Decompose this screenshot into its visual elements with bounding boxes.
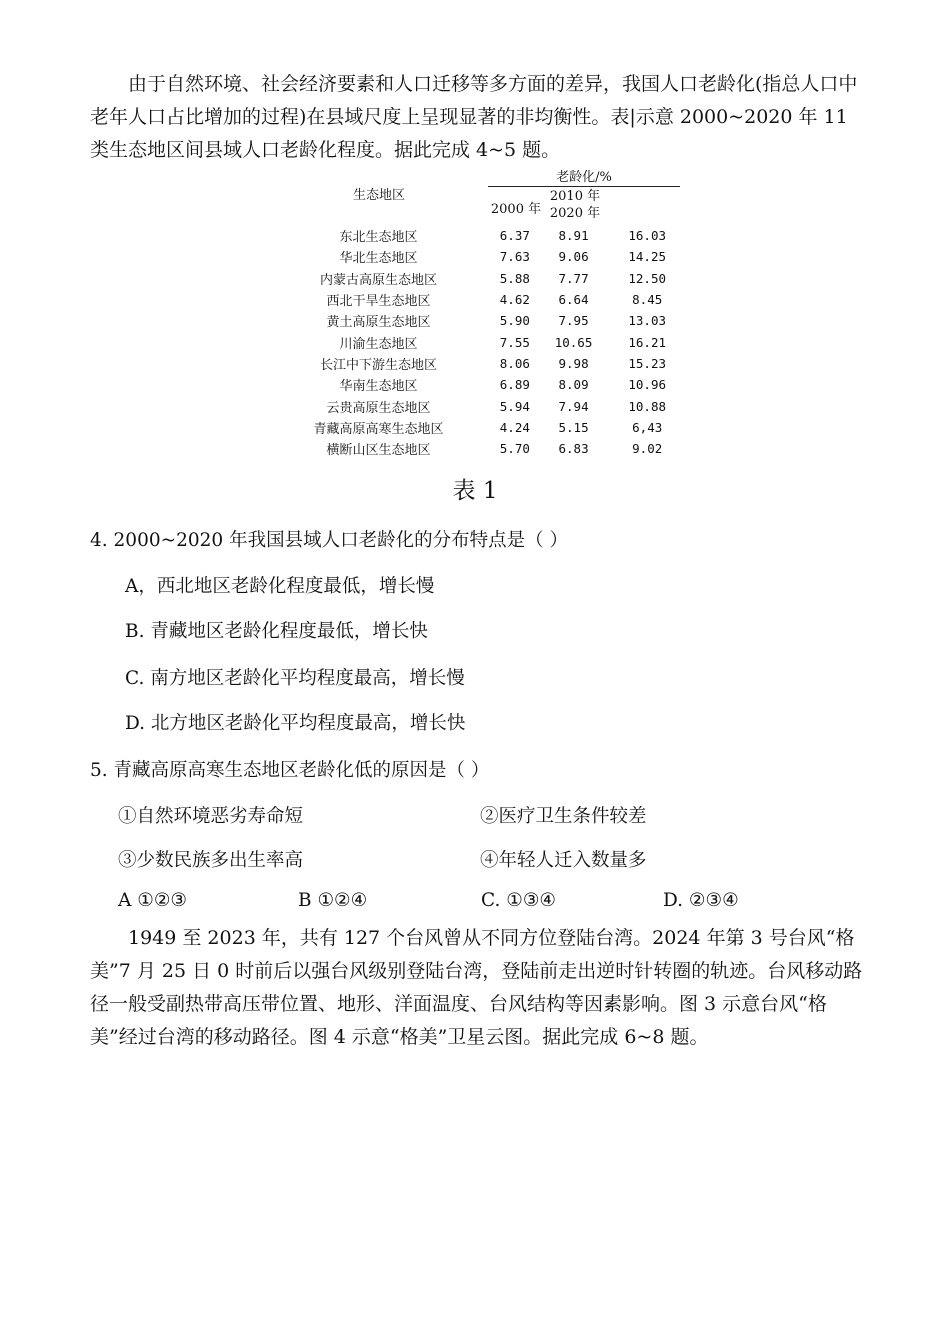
- value-2000: 6.37: [499, 228, 530, 244]
- question-5-statement-3: ③少数民族多出生率高: [118, 850, 304, 871]
- typhoon-paragraph: 1949 至 2023 年，共有 127 个台风曾从不同方位登陆台湾。2024 年第 3 号台风“格美”7 月 25 日 0 时前后以强台风级别登陆台湾，登陆前走出逆时针转圈的轨迹。台风移动路径一般受副热带高压带位置、地形、洋面温度、台风结构等因素影响。图 3 示意台风“格美”经过台湾的移动路径。图 4 示意“格美”卫星云图。据此完成 6~8 题。: [90, 927, 863, 1048]
- region-name: 云贵高原生态地区: [326, 400, 431, 416]
- value-2020: 10.96: [628, 377, 667, 393]
- value-2010: 9.98: [558, 355, 589, 371]
- question-5-stem: 5. 青藏高原高寒生态地区老龄化低的原因是（ ）: [90, 760, 490, 781]
- question-4-option-d: D. 北方地区老龄化平均程度最高，增长快: [125, 713, 466, 734]
- value-2000: 8.06: [499, 355, 530, 371]
- value-2020: 16.03: [628, 228, 667, 244]
- region-name: 横断山区生态地区: [326, 443, 431, 459]
- region-name: 华南生态地区: [339, 379, 418, 395]
- region-name: 华北生态地区: [339, 251, 418, 267]
- value-2000: 5.88: [499, 270, 530, 286]
- table-row: [270, 353, 690, 374]
- region-name: 青藏高原高寒生态地区: [313, 421, 444, 437]
- value-2010: 7.77: [558, 270, 589, 286]
- table-row: [270, 268, 690, 289]
- value-2010: 7.95: [558, 313, 589, 329]
- table-row: [270, 438, 690, 459]
- table-row: [270, 374, 690, 395]
- value-2020: 6,43: [632, 419, 663, 435]
- table-row: [270, 331, 690, 352]
- table-row: [270, 417, 690, 438]
- question-5-choice-b: B ①②④: [298, 890, 368, 911]
- question-5-choice-d: D. ②③④: [663, 890, 739, 911]
- value-2010: 10.65: [554, 334, 593, 350]
- value-2010: 6.64: [558, 292, 589, 308]
- value-2020: 9.02: [632, 441, 663, 457]
- value-2020: 8.45: [632, 292, 663, 308]
- value-2000: 5.70: [499, 441, 530, 457]
- question-5-choice-c: C. ①③④: [481, 890, 557, 911]
- table-header-rule: [488, 186, 680, 187]
- value-2020: 14.25: [628, 249, 667, 265]
- value-2010: 9.06: [558, 249, 589, 265]
- question-4-option-c: C. 南方地区老龄化平均程度最高，增长慢: [125, 668, 465, 689]
- question-5-statement-4: ④年轻人迁入数量多: [480, 850, 647, 871]
- region-name: 西北干旱生态地区: [326, 294, 431, 310]
- value-2010: 8.91: [558, 228, 589, 244]
- question-5-choice-a: A ①②③: [118, 890, 187, 911]
- value-2020: 10.88: [628, 398, 667, 414]
- value-2020: 15.23: [628, 355, 667, 371]
- table-header-region: 生态地区: [352, 188, 405, 203]
- question-5-statement-2: ②医疗卫生条件较差: [480, 806, 647, 827]
- table-header-2010: 2010 年: [549, 189, 601, 204]
- table-header-2020: 2020 年: [549, 206, 601, 221]
- value-2000: 7.63: [499, 249, 530, 265]
- value-2010: 8.09: [558, 377, 589, 393]
- table-row: [270, 310, 690, 331]
- value-2010: 5.15: [558, 419, 589, 435]
- value-2000: 7.55: [499, 334, 530, 350]
- value-2000: 5.90: [499, 313, 530, 329]
- region-name: 内蒙古高原生态地区: [319, 272, 437, 288]
- table-row: [270, 225, 690, 246]
- value-2000: 6.89: [499, 377, 530, 393]
- value-2020: 16.21: [628, 334, 667, 350]
- value-2020: 13.03: [628, 313, 667, 329]
- intro-paragraph: 由于自然环境、社会经济要素和人口迁移等多方面的差异，我国人口老龄化(指总人口中老年人口占比增加的过程)在县域尺度上呈现显著的非均衡性。表|示意 2000~2020 年 11 类生态地区间县域人口老龄化程度。据此完成 4~5 题。: [90, 73, 858, 161]
- value-2000: 4.62: [499, 292, 530, 308]
- value-2010: 7.94: [558, 398, 589, 414]
- question-4-option-a: A，西北地区老龄化程度最低，增长慢: [125, 576, 435, 597]
- question-4-option-b: B. 青藏地区老龄化程度最低，增长快: [125, 621, 428, 642]
- value-2020: 12.50: [628, 270, 667, 286]
- value-2000: 5.94: [499, 398, 530, 414]
- region-name: 黄土高原生态地区: [326, 315, 431, 331]
- region-name: 东北生态地区: [339, 230, 418, 246]
- table-header-aging: 老龄化/%: [556, 170, 612, 185]
- table-caption: 表 1: [452, 478, 498, 504]
- value-2000: 4.24: [499, 419, 530, 435]
- question-4-stem: 4. 2000~2020 年我国县域人口老龄化的分布特点是（ ）: [90, 530, 568, 551]
- table-header-2000: 2000 年: [490, 202, 542, 217]
- question-5-statement-1: ①自然环境恶劣寿命短: [118, 806, 304, 827]
- table-row: [270, 246, 690, 267]
- table-row: [270, 395, 690, 416]
- value-2010: 6.83: [558, 441, 589, 457]
- table-header-2010-2020: [544, 188, 606, 222]
- region-name: 长江中下游生态地区: [319, 357, 437, 373]
- table-row: [270, 289, 690, 310]
- table-body: [270, 225, 690, 459]
- region-name: 川渝生态地区: [339, 336, 418, 352]
